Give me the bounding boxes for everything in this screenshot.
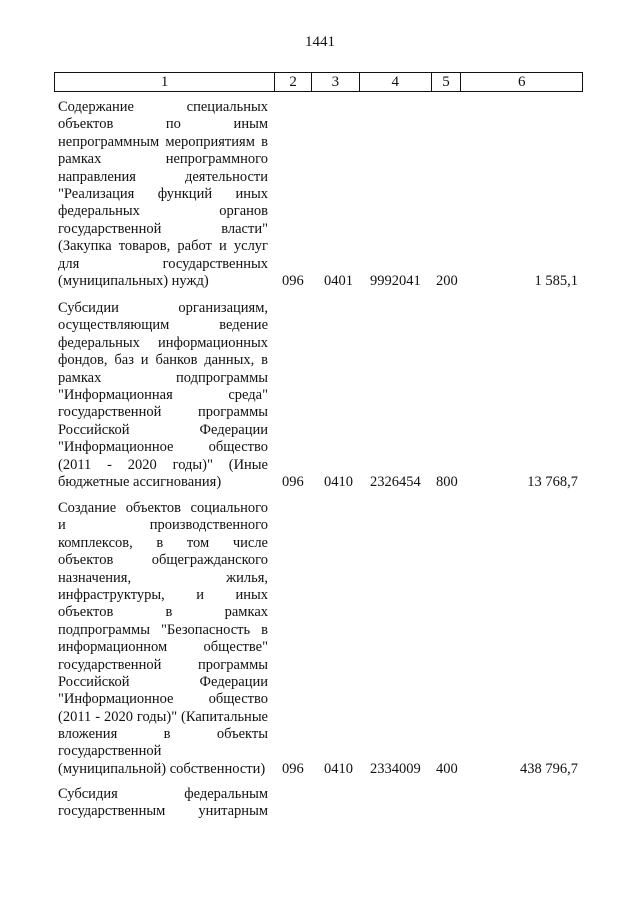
amount: 13 768,7 [527,474,578,490]
description-line: (Закупка товаров, работ и услуг [58,238,268,255]
table-row [58,786,578,821]
description-line: объектов по иным [58,116,268,133]
target-code: 2334009 [370,761,421,777]
column-header-3: 3 [311,73,359,91]
expense-type-code: 800 [436,474,458,490]
description-line: Содержание специальных [58,99,268,115]
description-line: для государственных [58,255,268,272]
description-line: направления деятельности [58,168,268,185]
description-line: (муниципальной) собственности) [58,760,266,777]
description-line: осуществляющим ведение [58,317,268,334]
ministry-code: 096 [282,761,304,777]
table-header [54,72,583,92]
description-line: государственной программы [58,656,268,673]
description-line: государственной власти" [58,220,268,237]
description-line: бюджетные ассигнования) [58,473,222,490]
page-number: 1441 [305,34,335,50]
section-code: 0401 [324,273,353,289]
description-line: "Реализация функций иных [58,185,268,202]
row-codes [58,273,578,290]
description-line: рамках непрограммного [58,151,268,168]
description-line: (2011 - 2020 годы)" (Иные [58,456,268,473]
description-line: инфраструктуры, и иных [58,586,268,603]
description-line: государственной [58,743,162,760]
column-header-6: 6 [460,73,582,91]
ministry-code: 096 [282,273,304,289]
description-line: Субсидия федеральным [58,786,268,802]
amount: 438 796,7 [520,761,578,777]
description-line: "Информационное общество [58,439,268,456]
column-header-4: 4 [359,73,431,91]
description-line: государственным унитарным [58,803,268,820]
description-line: комплексов, в том числе [58,534,268,551]
row-codes [58,474,578,491]
amount: 1 585,1 [534,273,578,289]
description-line: объектов общегражданского [58,552,268,569]
description-line: непрограммным мероприятиям в [58,133,268,150]
row-codes [58,761,578,778]
description-line: "Информационная среда" [58,386,268,403]
description-line: Субсидии организациям, [58,300,268,316]
description-line: вложения в объекты [58,726,268,743]
description-line: и производственного [58,517,268,534]
description-line: федеральных органов [58,203,268,220]
section-code: 0410 [324,761,353,777]
expense-type-code: 200 [436,273,458,289]
description-line: назначения, жилья, [58,569,268,586]
description-line: федеральных информационных [58,334,268,351]
description-line: "Информационное общество [58,691,268,708]
description-line: фондов, баз и банков данных, в [58,352,268,369]
target-code: 9992041 [370,273,421,289]
description-line: (муниципальных) нужд) [58,272,209,289]
table-row [58,300,578,491]
description-line: подпрограммы "Безопасность в [58,621,268,638]
description-line: Создание объектов социального [58,500,268,516]
column-header-1: 1 [160,74,169,90]
column-header-2: 2 [274,73,311,91]
column-header-5: 5 [431,73,461,91]
table-row [58,99,578,290]
description-line: (2011 - 2020 годы)" (Капитальные [58,708,268,725]
description-line: информационном обществе" [58,639,268,656]
description-line: рамках подпрограммы [58,369,268,386]
expense-type-code: 400 [436,761,458,777]
description-line: Российской Федерации [58,421,268,438]
table-row [58,500,578,778]
description-line: Российской Федерации [58,673,268,690]
target-code: 2326454 [370,474,421,490]
description-line: государственной программы [58,404,268,421]
section-code: 0410 [324,474,353,490]
description-line: объектов в рамках [58,604,268,621]
ministry-code: 096 [282,474,304,490]
